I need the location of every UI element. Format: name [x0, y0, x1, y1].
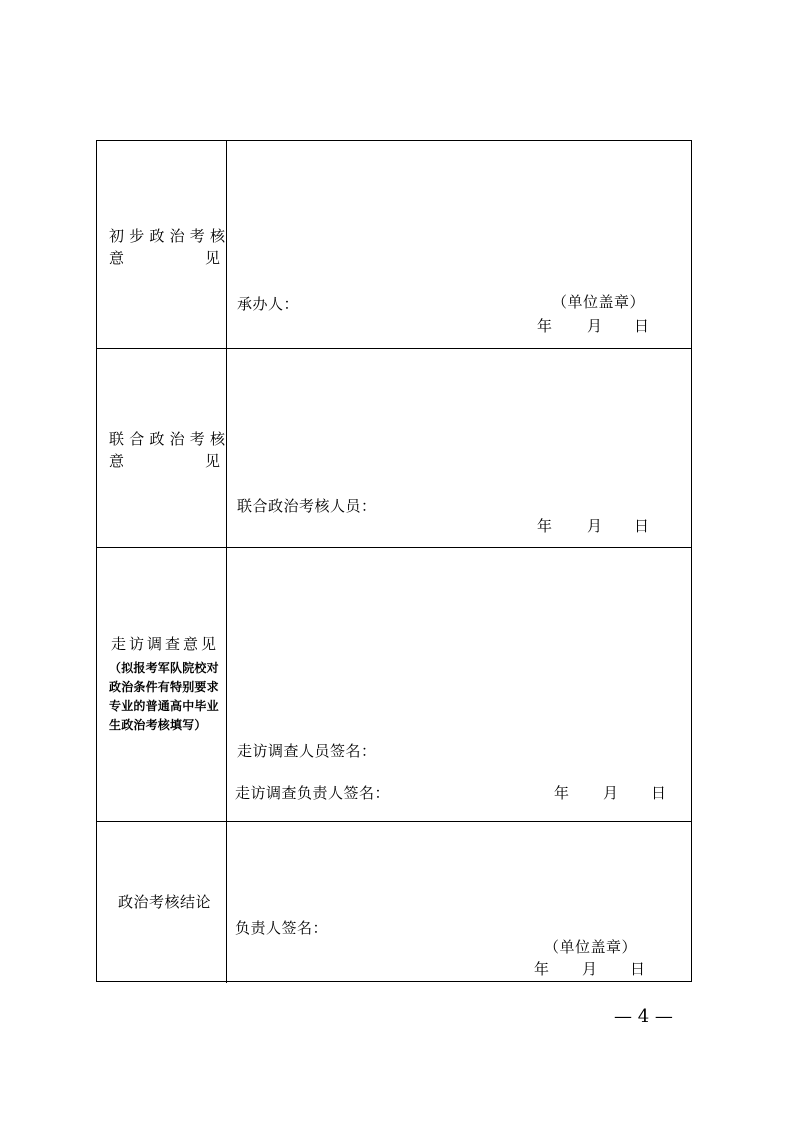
- page-number: — 4 —: [614, 1006, 673, 1027]
- date-year: 年: [534, 960, 550, 978]
- date-year: 年: [537, 517, 553, 535]
- date-day: 日: [634, 317, 650, 335]
- review-conclusion-label: 政治考核结论: [118, 893, 212, 911]
- joint-review-row: [97, 349, 691, 548]
- unit-seal-label: （单位盖章）: [544, 938, 638, 956]
- preliminary-review-row: [97, 141, 691, 349]
- joint-review-label-cell: [97, 349, 231, 547]
- date-year: 年: [554, 784, 570, 802]
- joint-review-content-cell[interactable]: [227, 349, 691, 547]
- political-review-form: [96, 140, 692, 982]
- date-day: 日: [634, 517, 650, 535]
- visit-note-line: 专业的普通高中毕业: [109, 699, 219, 713]
- opinion-char-right: 见: [205, 452, 221, 470]
- preliminary-review-label-cell: [97, 141, 231, 348]
- visit-investigation-label-cell: [97, 548, 227, 821]
- unit-seal-label: （单位盖章）: [552, 293, 646, 311]
- date-year: 年: [537, 317, 553, 335]
- review-conclusion-content-cell[interactable]: [227, 822, 691, 983]
- review-conclusion-row: [97, 822, 691, 983]
- opinion-char-left: 意: [109, 249, 125, 267]
- opinion-char-right: 见: [205, 249, 221, 267]
- visit-leader-signature-label: 走访调查负责人签名：: [235, 784, 391, 802]
- visit-note-line: （拟报考军队院校对: [109, 661, 219, 675]
- date-month: 月: [582, 960, 598, 978]
- date-month: 月: [603, 784, 619, 802]
- responsible-signature-label: 负责人签名：: [235, 919, 329, 937]
- joint-review-members-label: 联合政治考核人员：: [237, 497, 377, 515]
- visitor-signature-label: 走访调查人员签名：: [237, 742, 377, 760]
- handler-label: 承办人：: [237, 295, 300, 313]
- visit-note-line: 政治条件有特别要求: [109, 680, 219, 694]
- date-month: 月: [587, 517, 603, 535]
- preliminary-review-label: 初步政治考核: [109, 227, 231, 245]
- date-day: 日: [651, 784, 667, 802]
- opinion-char-left: 意: [109, 452, 125, 470]
- visit-note-line: 生政治考核填写）: [109, 718, 207, 732]
- preliminary-review-content-cell[interactable]: [227, 141, 691, 348]
- visit-investigation-content-cell[interactable]: [227, 548, 691, 821]
- date-day: 日: [630, 960, 646, 978]
- date-month: 月: [587, 317, 603, 335]
- review-conclusion-label-cell: [97, 822, 227, 983]
- visit-investigation-row: [97, 548, 691, 822]
- visit-investigation-label: 走访调查意见: [111, 635, 220, 653]
- joint-review-label: 联合政治考核: [109, 430, 231, 448]
